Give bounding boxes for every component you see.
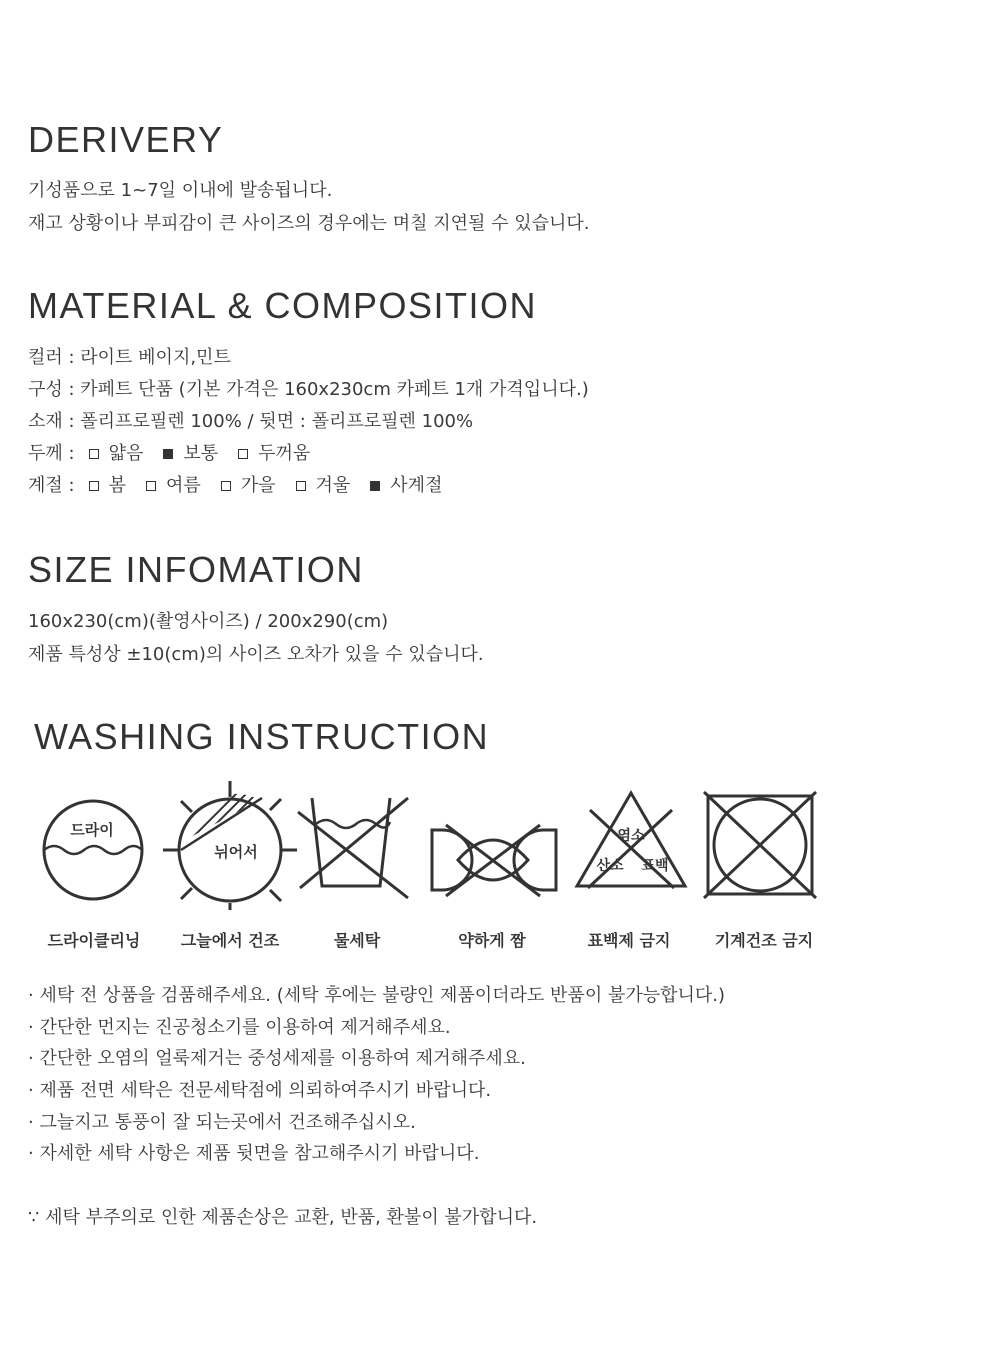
size-heading: SIZE INFOMATION: [28, 549, 364, 590]
season-option: 여름: [146, 477, 201, 495]
season-option: 가을: [221, 477, 276, 495]
washing-warning: ∵ 세탁 부주의로 인한 제품손상은 교환, 반품, 환불이 불가합니다.: [28, 1207, 538, 1228]
thickness-option: 두꺼움: [238, 445, 310, 463]
delivery-line-2: 재고 상황이나 부피감이 큰 사이즈의 경우에는 며칠 지연될 수 있습니다.: [28, 213, 590, 234]
material-heading: MATERIAL & COMPOSITION: [28, 285, 538, 326]
dry-cleaning-icon-text: 드라이: [70, 821, 114, 839]
shade-dry-icon-text: 뉘어서: [214, 843, 258, 861]
no-bleach-icon: [577, 793, 685, 888]
washing-note: · 간단한 먼지는 진공청소기를 이용하여 제거해주세요.: [28, 1017, 451, 1038]
dry-cleaning-icon: [44, 801, 142, 899]
washing-icons: [0, 770, 1000, 910]
season-option: 봄: [89, 477, 126, 495]
no-machine-dry-icon: [704, 792, 816, 898]
checkbox-icon: [296, 481, 306, 491]
composition-line: 구성 : 카페트 단품 (기본 가격은 160x230cm 카페트 1개 가격입니다.): [28, 379, 589, 400]
checkbox-checked-icon: [163, 449, 173, 459]
shade-dry-icon: [163, 781, 297, 910]
shade-dry-label: 그늘에서 건조: [180, 931, 280, 950]
gentle-wring-label: 약하게 짬: [458, 931, 526, 950]
gentle-wring-icon: [432, 825, 556, 896]
washing-note: · 자세한 세탁 사항은 제품 뒷면을 참고해주시기 바랍니다.: [28, 1143, 480, 1164]
thickness-label: 두께 :: [28, 443, 75, 464]
delivery-heading: DERIVERY: [28, 119, 224, 160]
dry-cleaning-label: 드라이클리닝: [47, 931, 141, 950]
no-water-wash-icon: [298, 798, 408, 898]
checkbox-icon: [146, 481, 156, 491]
thickness-row: [28, 445, 330, 463]
material-line: 소재 : 폴리프로필렌 100% / 뒷면 : 폴리프로필렌 100%: [28, 411, 474, 432]
water-wash-label: 물세탁: [333, 931, 381, 950]
no-machine-dry-label: 기계건조 금지: [714, 931, 814, 950]
season-label: 계절 :: [28, 475, 75, 496]
washing-note: · 간단한 오염의 얼룩제거는 중성세제를 이용하여 제거해주세요.: [28, 1048, 526, 1069]
checkbox-icon: [238, 449, 248, 459]
size-line-1: 160x230(cm)(촬영사이즈) / 200x290(cm): [28, 611, 389, 632]
checkbox-icon: [221, 481, 231, 491]
no-bleach-icon-text: 표백: [641, 858, 669, 874]
color-line: 컬러 : 라이트 베이지,민트: [28, 347, 231, 368]
delivery-line-1: 기성품으로 1~7일 이내에 발송됩니다.: [28, 180, 333, 201]
no-bleach-icon-text: 염소: [617, 828, 645, 844]
washing-heading: WASHING INSTRUCTION: [34, 716, 490, 757]
season-option: 겨울: [296, 477, 351, 495]
checkbox-checked-icon: [370, 481, 380, 491]
washing-note: · 세탁 전 상품을 검품해주세요. (세탁 후에는 불량인 제품이더라도 반품이 불가능합니다.): [28, 985, 726, 1006]
thickness-option: 얇음: [89, 445, 144, 463]
thickness-option: 보통: [163, 445, 218, 463]
season-option: 사계절: [370, 477, 442, 495]
washing-note: · 그늘지고 통풍이 잘 되는곳에서 건조해주십시오.: [28, 1112, 416, 1133]
size-line-2: 제품 특성상 ±10(cm)의 사이즈 오차가 있을 수 있습니다.: [28, 644, 484, 665]
washing-note: · 제품 전면 세탁은 전문세탁점에 의뢰하여주시기 바랍니다.: [28, 1080, 492, 1101]
checkbox-icon: [89, 481, 99, 491]
no-bleach-icon-text: 산소: [596, 858, 624, 874]
checkbox-icon: [89, 449, 99, 459]
no-bleach-label: 표백제 금지: [587, 931, 671, 950]
season-row: [28, 477, 462, 495]
